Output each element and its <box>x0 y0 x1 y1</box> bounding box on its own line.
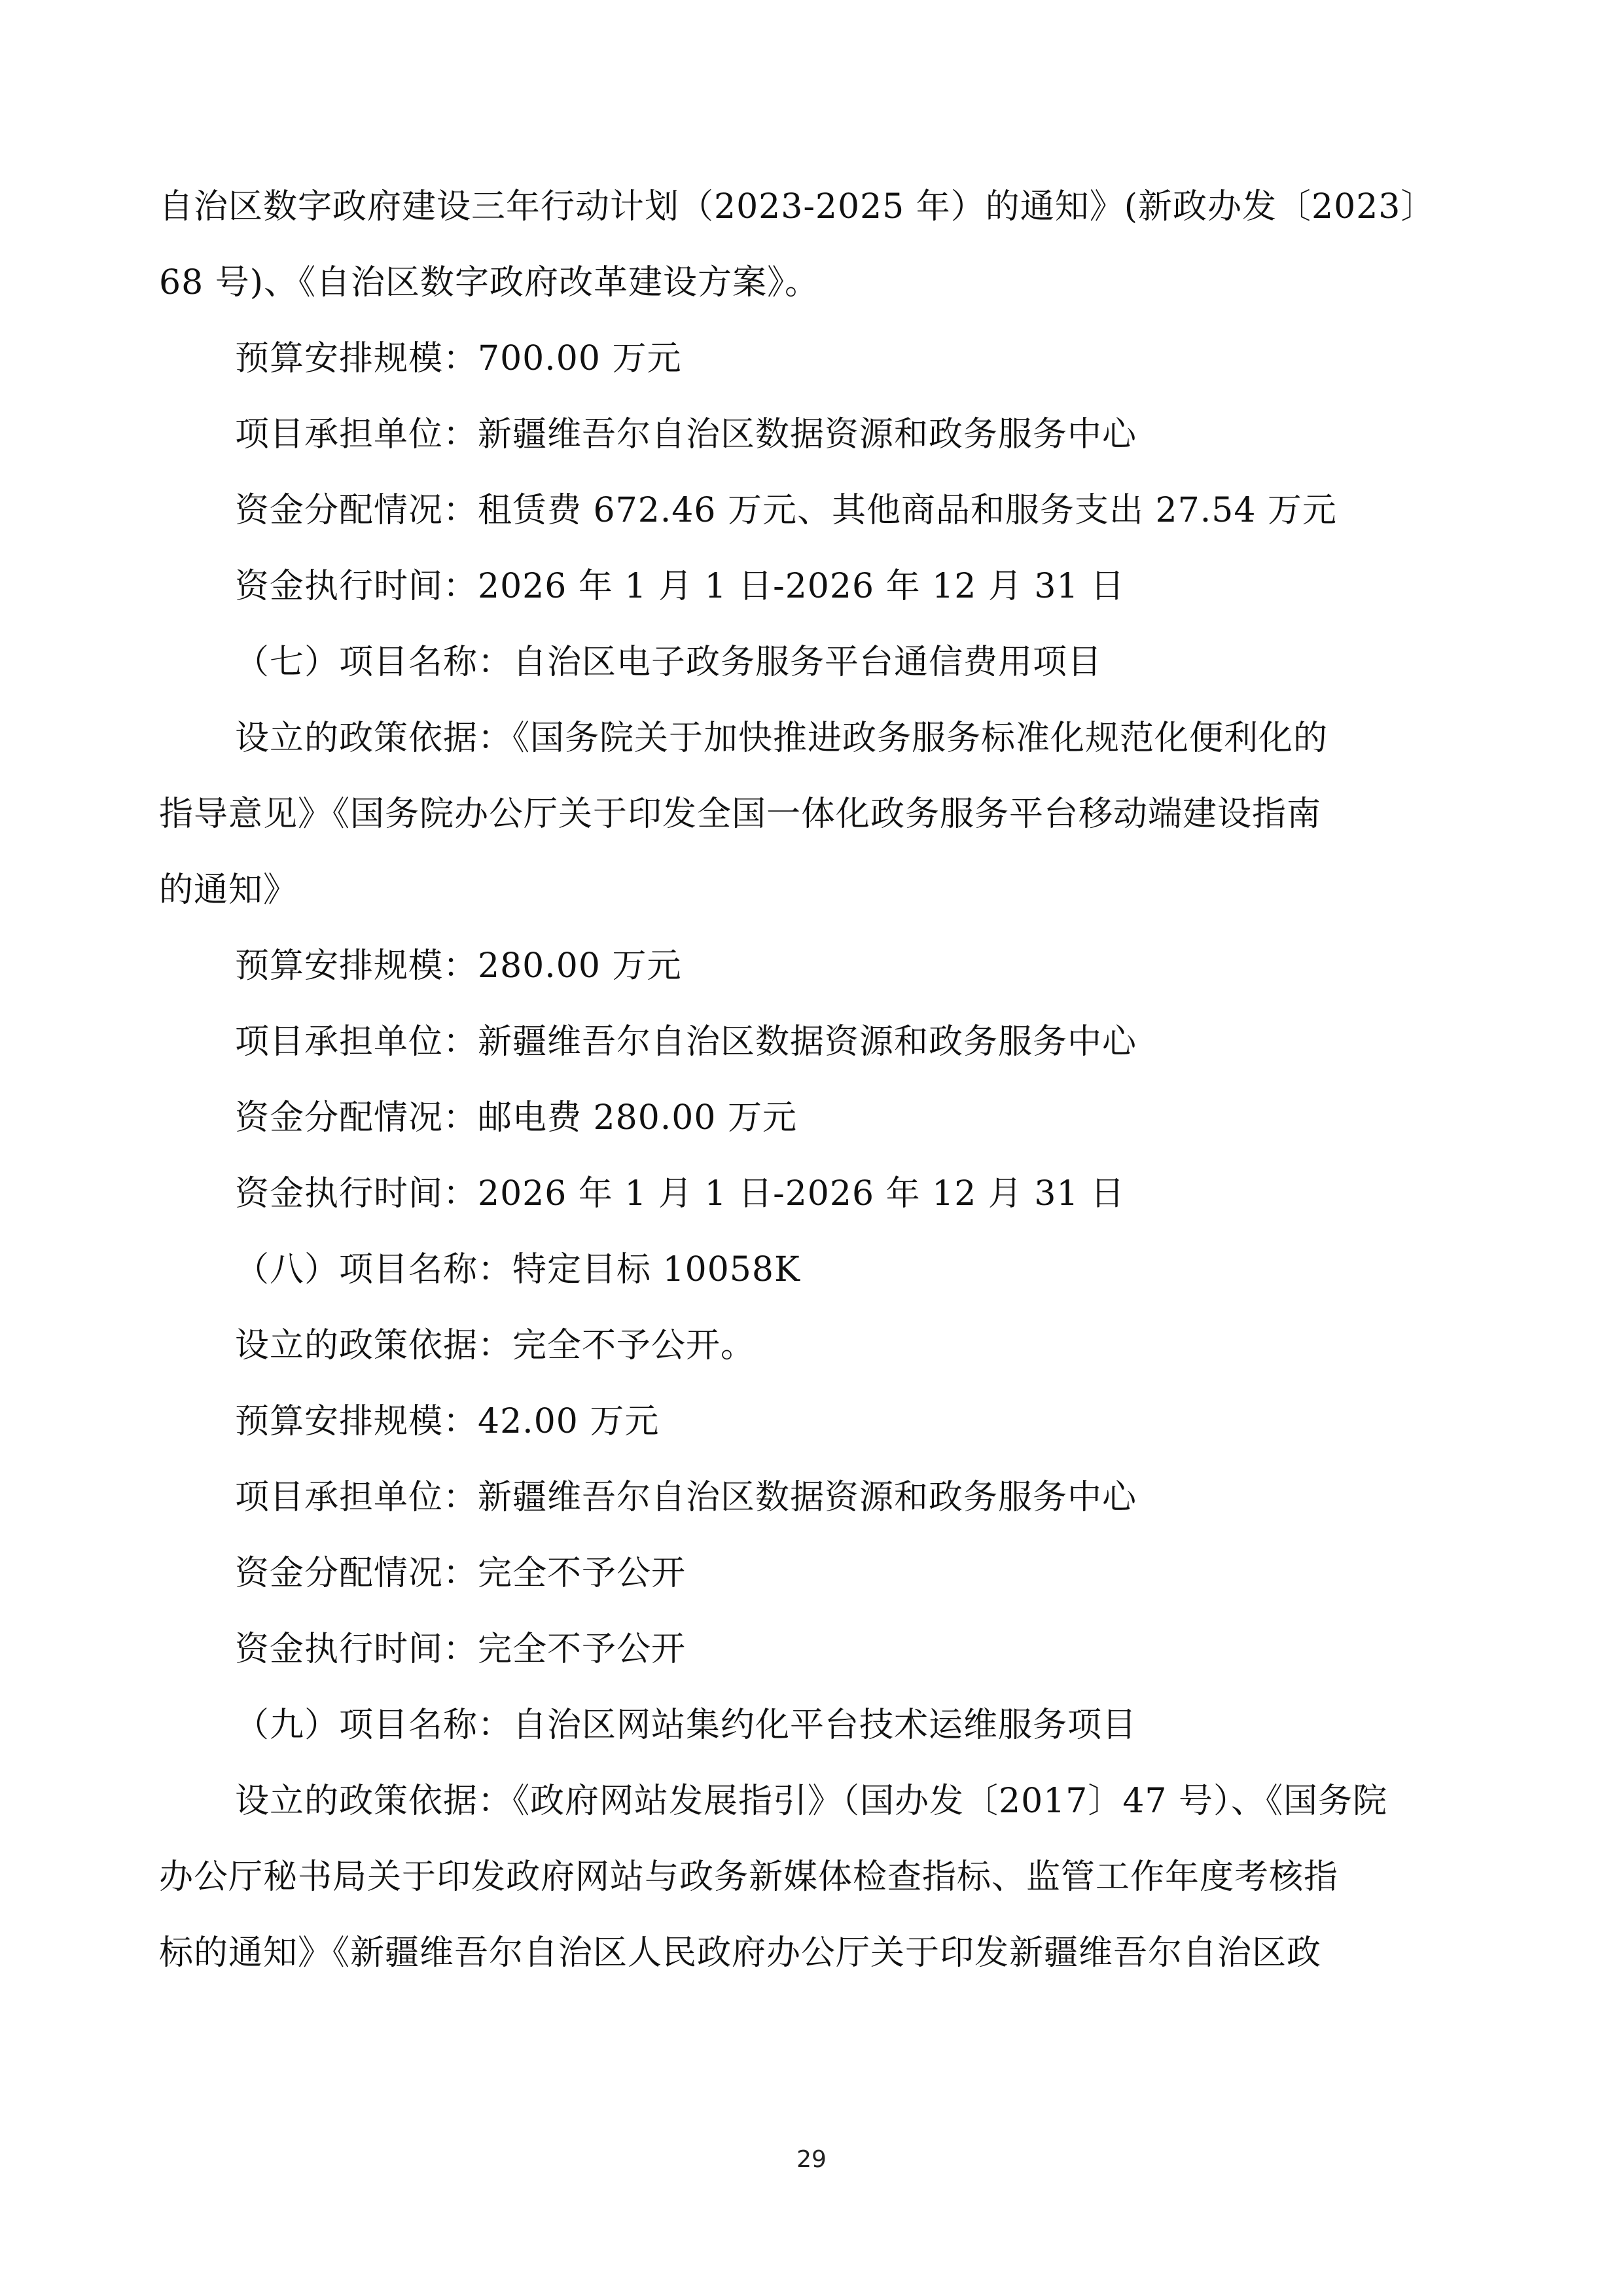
budget-scale-line: 预算安排规模：42.00 万元 <box>235 1402 660 1441</box>
policy-basis-line: 设立的政策依据：《国务院关于加快推进政务服务标准化规范化便利化的 <box>235 719 1329 758</box>
project-heading-7: （七）项目名称：自治区电子政务服务平台通信费用项目 <box>235 643 1103 682</box>
budget-scale-line: 预算安排规模：700.00 万元 <box>235 339 682 378</box>
project-heading-9: （九）项目名称：自治区网站集约化平台技术运维服务项目 <box>235 1706 1137 1745</box>
policy-basis-line: 设立的政策依据：完全不予公开。 <box>235 1326 756 1365</box>
responsible-unit-line: 项目承担单位：新疆维吾尔自治区数据资源和政务服务中心 <box>235 415 1137 454</box>
fund-execution-time-line: 资金执行时间：2026 年 1 月 1 日-2026 年 12 月 31 日 <box>235 567 1126 606</box>
policy-basis-continuation: 办公厅秘书局关于印发政府网站与政务新媒体检查指标、监管工作年度考核指 <box>159 1857 1339 1897</box>
policy-basis-continuation-end: 的通知》 <box>159 870 298 910</box>
project-heading-8: （八）项目名称：特定目标 10058K <box>235 1250 800 1289</box>
policy-basis-continuation: 指导意见》《国务院办公厅关于印发全国一体化政务服务平台移动端建设指南 <box>159 795 1322 834</box>
text-line-continuation-policy: 自治区数字政府建设三年行动计划（2023-2025 年）的通知》(新政办发〔2023〕 <box>159 187 1436 226</box>
page-number: 29 <box>796 2146 827 2173</box>
policy-basis-line: 设立的政策依据：《政府网站发展指引》（国办发〔2017〕47 号）、《国务院 <box>235 1782 1388 1821</box>
budget-scale-line: 预算安排规模：280.00 万元 <box>235 946 682 986</box>
fund-allocation-line: 资金分配情况：租赁费 672.46 万元、其他商品和服务支出 27.54 万元 <box>235 491 1337 530</box>
fund-allocation-line: 资金分配情况：邮电费 280.00 万元 <box>235 1098 798 1138</box>
text-line-continuation-end: 68 号)、《自治区数字政府改革建设方案》。 <box>159 263 819 302</box>
policy-basis-continuation: 标的通知》《新疆维吾尔自治区人民政府办公厅关于印发新疆维吾尔自治区政 <box>159 1933 1322 1973</box>
fund-execution-time-line: 资金执行时间：完全不予公开 <box>235 1630 687 1669</box>
responsible-unit-line: 项目承担单位：新疆维吾尔自治区数据资源和政务服务中心 <box>235 1022 1137 1062</box>
fund-execution-time-line: 资金执行时间：2026 年 1 月 1 日-2026 年 12 月 31 日 <box>235 1174 1126 1213</box>
responsible-unit-line: 项目承担单位：新疆维吾尔自治区数据资源和政务服务中心 <box>235 1478 1137 1517</box>
fund-allocation-line: 资金分配情况：完全不予公开 <box>235 1554 687 1593</box>
